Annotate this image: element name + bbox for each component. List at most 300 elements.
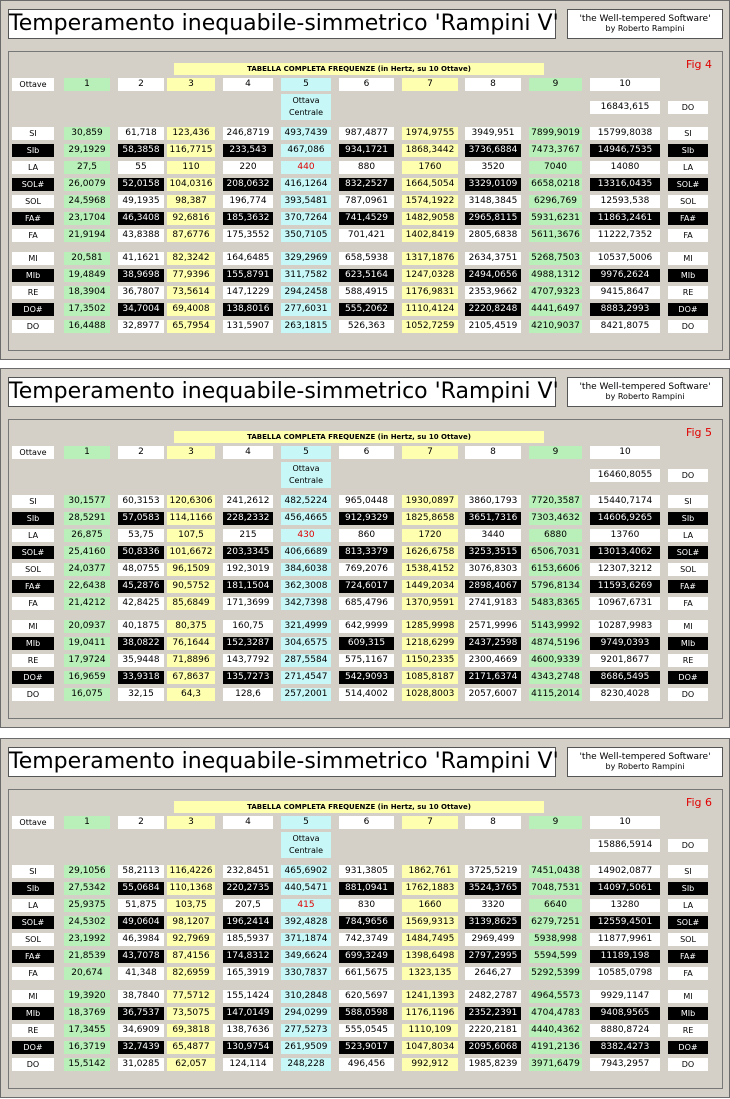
frequency-cell: 430 [281, 529, 331, 542]
frequency-cell: 171,3699 [223, 597, 273, 610]
note-label: DO# [12, 1041, 54, 1054]
frequency-cell: 2352,2391 [465, 1007, 521, 1020]
ottave-header: Ottave [12, 446, 54, 459]
frequency-cell: 19,0411 [64, 637, 110, 650]
frequency-cell: 5931,6231 [529, 212, 582, 225]
frequency-cell: 155,1424 [223, 990, 273, 1003]
frequency-cell: 1538,4152 [402, 563, 458, 576]
ottava-centrale-label [281, 462, 331, 488]
brand-line-1: 'the Well-tempered Software' [579, 382, 711, 392]
ottava-label-line-2: Centrale [288, 846, 324, 855]
frequency-cell: 881,0941 [339, 882, 394, 895]
frequency-cell: 22,6438 [64, 580, 110, 593]
frequency-cell: 11863,2461 [590, 212, 660, 225]
frequency-cell: 16,3719 [64, 1041, 110, 1054]
frequency-cell: 6296,769 [529, 195, 582, 208]
frequency-cell: 41,1621 [118, 252, 164, 265]
frequency-cell: 1985,8239 [465, 1058, 521, 1071]
frequency-cell: 160,75 [223, 620, 273, 633]
frequency-cell: 4707,9323 [529, 286, 582, 299]
frequency-cell: 147,0149 [223, 1007, 273, 1020]
frequency-cell: 277,6031 [281, 303, 331, 316]
frequency-cell: 50,8336 [118, 546, 164, 559]
figure-label: Fig 4 [685, 58, 712, 71]
frequency-cell: 263,1815 [281, 320, 331, 333]
frequency-cell: 53,75 [118, 529, 164, 542]
frequency-cell: 350,7105 [281, 229, 331, 242]
note-label: LA [12, 529, 54, 542]
ottava-label-line-1: Ottava [292, 96, 320, 105]
note-label-right: SOL [668, 563, 708, 576]
note-label-right: FA# [668, 212, 708, 225]
octave-header-10: 10 [590, 816, 660, 829]
frequency-cell: 21,8539 [64, 950, 110, 963]
frequency-cell: 10967,6731 [590, 597, 660, 610]
octave-header-10: 10 [590, 78, 660, 91]
figure-label: Fig 5 [685, 426, 712, 439]
note-label: LA [12, 161, 54, 174]
frequency-cell: 6658,0218 [529, 178, 582, 191]
frequency-cell: 76,1644 [167, 637, 215, 650]
frequency-cell: 5292,5399 [529, 967, 582, 980]
frequency-cell: 3148,3845 [465, 195, 521, 208]
frequency-cell: 9929,1147 [590, 990, 660, 1003]
frequency-cell: 1370,9591 [402, 597, 458, 610]
frequency-cell: 742,3749 [339, 933, 394, 946]
note-label-right: MI [668, 252, 708, 265]
note-label-right: FA# [668, 950, 708, 963]
frequency-cell: 24,5302 [64, 916, 110, 929]
frequency-cell: 58,3858 [118, 144, 164, 157]
frequency-cell: 294,2458 [281, 286, 331, 299]
frequency-cell: 241,2612 [223, 495, 273, 508]
frequency-cell: 287,5584 [281, 654, 331, 667]
note-label-right: FA [668, 597, 708, 610]
note-label-right: MIb [668, 269, 708, 282]
brand-line-1: 'the Well-tempered Software' [579, 752, 711, 762]
frequency-cell: 934,1721 [339, 144, 394, 157]
octave-header-4: 4 [223, 78, 273, 91]
frequency-cell: 196,774 [223, 195, 273, 208]
brand-box [567, 377, 723, 407]
frequency-cell: 2571,9996 [465, 620, 521, 633]
octave-header-3: 3 [167, 816, 215, 829]
frequency-cell: 1402,8419 [402, 229, 458, 242]
frequency-cell: 17,9724 [64, 654, 110, 667]
top-note-label: DO [668, 101, 708, 114]
frequency-cell: 8230,4028 [590, 688, 660, 701]
frequency-cell: 228,2332 [223, 512, 273, 525]
octave-header-5: 5 [281, 816, 331, 829]
freq-panel [0, 0, 730, 360]
frequency-cell: 26,875 [64, 529, 110, 542]
note-label: DO [12, 688, 54, 701]
frequency-cell: 1398,6498 [402, 950, 458, 963]
frequency-cell: 294,0299 [281, 1007, 331, 1020]
frequency-cell: 3253,3515 [465, 546, 521, 559]
frequency-cell: 24,5968 [64, 195, 110, 208]
frequency-cell: 514,4002 [339, 688, 394, 701]
frequency-cell: 11877,9961 [590, 933, 660, 946]
frequency-cell: 542,9093 [339, 671, 394, 684]
frequency-cell: 832,2527 [339, 178, 394, 191]
frequency-cell: 51,875 [118, 899, 164, 912]
frequency-cell: 2220,8248 [465, 303, 521, 316]
frequency-cell: 232,8451 [223, 865, 273, 878]
top-frequency: 15886,5914 [590, 839, 660, 852]
frequency-cell: 1247,0328 [402, 269, 458, 282]
octave-header-9: 9 [529, 78, 582, 91]
frequency-cell: 101,6672 [167, 546, 215, 559]
frequency-cell: 3971,6479 [529, 1058, 582, 1071]
note-label-right: DO [668, 688, 708, 701]
frequency-cell: 103,75 [167, 899, 215, 912]
frequency-cell: 1626,6758 [402, 546, 458, 559]
frequency-cell: 43,7078 [118, 950, 164, 963]
frequency-cell: 1218,6299 [402, 637, 458, 650]
frequency-cell: 330,7837 [281, 967, 331, 980]
frequency-cell: 8883,2993 [590, 303, 660, 316]
frequency-cell: 2482,2787 [465, 990, 521, 1003]
figure-label: Fig 6 [685, 796, 712, 809]
note-label: SIb [12, 512, 54, 525]
frequency-cell: 4210,9037 [529, 320, 582, 333]
note-label: RE [12, 286, 54, 299]
frequency-cell: 8421,8075 [590, 320, 660, 333]
frequency-cell: 60,3153 [118, 495, 164, 508]
frequency-cell: 36,7537 [118, 1007, 164, 1020]
ottava-centrale-label [281, 94, 331, 120]
frequency-cell: 18,3769 [64, 1007, 110, 1020]
frequency-cell: 98,387 [167, 195, 215, 208]
frequency-cell: 16,9659 [64, 671, 110, 684]
frequency-table [8, 789, 723, 1089]
frequency-cell: 2300,4669 [465, 654, 521, 667]
frequency-cell: 2220,2181 [465, 1024, 521, 1037]
frequency-cell: 588,0598 [339, 1007, 394, 1020]
frequency-cell: 3725,5219 [465, 865, 521, 878]
panel-title: Temperamento inequabile-simmetrico 'Rampini V' [8, 9, 556, 39]
frequency-cell: 2171,6374 [465, 671, 521, 684]
frequency-cell: 9408,9565 [590, 1007, 660, 1020]
frequency-cell: 523,9017 [339, 1041, 394, 1054]
frequency-cell: 21,9194 [64, 229, 110, 242]
frequency-cell: 114,1166 [167, 512, 215, 525]
frequency-cell: 42,8425 [118, 597, 164, 610]
frequency-cell: 87,4156 [167, 950, 215, 963]
note-label: SOL [12, 563, 54, 576]
frequency-cell: 5143,9992 [529, 620, 582, 633]
frequency-cell: 741,4529 [339, 212, 394, 225]
octave-header-1: 1 [64, 816, 110, 829]
frequency-cell: 20,581 [64, 252, 110, 265]
frequency-cell: 7899,9019 [529, 127, 582, 140]
frequency-cell: 321,4999 [281, 620, 331, 633]
frequency-cell: 77,5712 [167, 990, 215, 1003]
frequency-cell: 152,3287 [223, 637, 273, 650]
frequency-cell: 61,718 [118, 127, 164, 140]
frequency-cell: 1974,9755 [402, 127, 458, 140]
frequency-cell: 6880 [529, 529, 582, 542]
note-label-right: RE [668, 286, 708, 299]
frequency-cell: 384,6038 [281, 563, 331, 576]
note-label-right: MIb [668, 1007, 708, 1020]
panel-title: Temperamento inequabile-simmetrico 'Rampini V' [8, 747, 556, 777]
frequency-cell: 17,3502 [64, 303, 110, 316]
frequency-cell: 65,7954 [167, 320, 215, 333]
frequency-cell: 620,5697 [339, 990, 394, 1003]
frequency-cell: 931,3805 [339, 865, 394, 878]
frequency-cell: 116,7715 [167, 144, 215, 157]
note-label-right: MI [668, 620, 708, 633]
frequency-cell: 1241,1393 [402, 990, 458, 1003]
frequency-cell: 67,8637 [167, 671, 215, 684]
frequency-cell: 830 [339, 899, 394, 912]
frequency-cell: 1574,1922 [402, 195, 458, 208]
frequency-cell: 73,5614 [167, 286, 215, 299]
frequency-cell: 24,0377 [64, 563, 110, 576]
note-label: MI [12, 252, 54, 265]
note-label: FA# [12, 950, 54, 963]
frequency-cell: 467,086 [281, 144, 331, 157]
frequency-cell: 96,1509 [167, 563, 215, 576]
frequency-cell: 128,6 [223, 688, 273, 701]
frequency-cell: 35,9448 [118, 654, 164, 667]
frequency-cell: 1176,1196 [402, 1007, 458, 1020]
frequency-cell: 69,3818 [167, 1024, 215, 1037]
frequency-cell: 440 [281, 161, 331, 174]
octave-header-9: 9 [529, 816, 582, 829]
frequency-cell: 120,6306 [167, 495, 215, 508]
frequency-cell: 2797,2995 [465, 950, 521, 963]
note-label-right: MIb [668, 637, 708, 650]
frequency-cell: 992,912 [402, 1058, 458, 1071]
frequency-cell: 912,9329 [339, 512, 394, 525]
frequency-cell: 1110,4124 [402, 303, 458, 316]
note-label-right: FA# [668, 580, 708, 593]
frequency-cell: 174,8312 [223, 950, 273, 963]
note-label: DO [12, 320, 54, 333]
ottave-header: Ottave [12, 78, 54, 91]
frequency-cell: 482,5224 [281, 495, 331, 508]
frequency-cell: 2805,6838 [465, 229, 521, 242]
frequency-cell: 20,674 [64, 967, 110, 980]
note-label: MIb [12, 1007, 54, 1020]
frequency-cell: 1052,7259 [402, 320, 458, 333]
frequency-cell: 143,7792 [223, 654, 273, 667]
frequency-cell: 8686,5495 [590, 671, 660, 684]
table-heading: TABELLA COMPLETA FREQUENZE (in Hertz, su 10 Ottave) [174, 63, 544, 75]
frequency-cell: 5796,8134 [529, 580, 582, 593]
octave-header-2: 2 [118, 816, 164, 829]
frequency-cell: 30,1577 [64, 495, 110, 508]
note-label-right: RE [668, 1024, 708, 1037]
brand-box [567, 747, 723, 777]
note-label: SOL# [12, 178, 54, 191]
frequency-cell: 685,4796 [339, 597, 394, 610]
note-label: DO [12, 1058, 54, 1071]
frequency-cell: 1660 [402, 899, 458, 912]
note-label-right: SI [668, 495, 708, 508]
octave-header-8: 8 [465, 816, 521, 829]
note-label-right: LA [668, 529, 708, 542]
frequency-cell: 19,3920 [64, 990, 110, 1003]
note-label: SOL# [12, 916, 54, 929]
frequency-cell: 13013,4062 [590, 546, 660, 559]
note-label-right: DO# [668, 303, 708, 316]
frequency-cell: 49,1935 [118, 195, 164, 208]
frequency-cell: 1664,5054 [402, 178, 458, 191]
frequency-cell: 2898,4067 [465, 580, 521, 593]
frequency-cell: 15799,8038 [590, 127, 660, 140]
frequency-cell: 342,7398 [281, 597, 331, 610]
frequency-cell: 77,9396 [167, 269, 215, 282]
panel-title: Temperamento inequabile-simmetrico 'Rampini V' [8, 377, 556, 407]
frequency-cell: 220 [223, 161, 273, 174]
note-label: SOL [12, 195, 54, 208]
frequency-cell: 32,8977 [118, 320, 164, 333]
octave-header-8: 8 [465, 78, 521, 91]
frequency-cell: 415 [281, 899, 331, 912]
frequency-cell: 12559,4501 [590, 916, 660, 929]
frequency-cell: 16,075 [64, 688, 110, 701]
frequency-cell: 1176,9831 [402, 286, 458, 299]
frequency-cell: 31,0285 [118, 1058, 164, 1071]
frequency-cell: 13280 [590, 899, 660, 912]
frequency-cell: 2634,3751 [465, 252, 521, 265]
frequency-cell: 3860,1793 [465, 495, 521, 508]
frequency-cell: 724,6017 [339, 580, 394, 593]
frequency-cell: 1028,8003 [402, 688, 458, 701]
frequency-cell: 1047,8034 [402, 1041, 458, 1054]
frequency-cell: 25,9375 [64, 899, 110, 912]
ottava-label-line-2: Centrale [288, 476, 324, 485]
note-label: FA# [12, 212, 54, 225]
frequency-cell: 7303,4632 [529, 512, 582, 525]
frequency-table [8, 51, 723, 351]
frequency-cell: 246,8719 [223, 127, 273, 140]
frequency-cell: 165,3919 [223, 967, 273, 980]
frequency-cell: 1720 [402, 529, 458, 542]
frequency-cell: 2105,4519 [465, 320, 521, 333]
frequency-cell: 9976,2624 [590, 269, 660, 282]
frequency-cell: 28,5291 [64, 512, 110, 525]
frequency-cell: 4704,4783 [529, 1007, 582, 1020]
frequency-cell: 82,3242 [167, 252, 215, 265]
frequency-cell: 233,543 [223, 144, 273, 157]
frequency-cell: 26,0079 [64, 178, 110, 191]
frequency-cell: 965,0448 [339, 495, 394, 508]
frequency-cell: 860 [339, 529, 394, 542]
frequency-cell: 257,2001 [281, 688, 331, 701]
frequency-cell: 32,15 [118, 688, 164, 701]
brand-line-2: by Roberto Rampini [605, 392, 685, 401]
frequency-cell: 769,2076 [339, 563, 394, 576]
frequency-cell: 1868,3442 [402, 144, 458, 157]
frequency-cell: 34,6909 [118, 1024, 164, 1037]
frequency-cell: 43,8388 [118, 229, 164, 242]
frequency-cell: 370,7264 [281, 212, 331, 225]
frequency-cell: 7040 [529, 161, 582, 174]
frequency-cell: 311,7582 [281, 269, 331, 282]
frequency-cell: 6153,6606 [529, 563, 582, 576]
frequency-cell: 661,5675 [339, 967, 394, 980]
frequency-cell: 1569,9313 [402, 916, 458, 929]
frequency-cell: 2494,0656 [465, 269, 521, 282]
frequency-cell: 73,5075 [167, 1007, 215, 1020]
frequency-cell: 4115,2014 [529, 688, 582, 701]
top-note-label: DO [668, 839, 708, 852]
frequency-cell: 87,6776 [167, 229, 215, 242]
frequency-cell: 4874,5196 [529, 637, 582, 650]
octave-header-8: 8 [465, 446, 521, 459]
frequency-cell: 699,3249 [339, 950, 394, 963]
frequency-cell: 623,5164 [339, 269, 394, 282]
frequency-cell: 1762,1883 [402, 882, 458, 895]
note-label-right: SOL# [668, 178, 708, 191]
frequency-cell: 9749,0393 [590, 637, 660, 650]
frequency-cell: 13316,0435 [590, 178, 660, 191]
frequency-cell: 1323,135 [402, 967, 458, 980]
brand-line-1: 'the Well-tempered Software' [579, 14, 711, 24]
frequency-cell: 57,0583 [118, 512, 164, 525]
note-label: SI [12, 495, 54, 508]
frequency-cell: 4441,6497 [529, 303, 582, 316]
frequency-cell: 85,6849 [167, 597, 215, 610]
frequency-cell: 29,1929 [64, 144, 110, 157]
brand-box [567, 9, 723, 39]
frequency-cell: 555,0545 [339, 1024, 394, 1037]
frequency-cell: 192,3019 [223, 563, 273, 576]
frequency-cell: 17,3455 [64, 1024, 110, 1037]
top-frequency: 16460,8055 [590, 469, 660, 482]
frequency-cell: 130,9754 [223, 1041, 273, 1054]
frequency-cell: 23,1992 [64, 933, 110, 946]
frequency-cell: 18,3904 [64, 286, 110, 299]
frequency-cell: 701,421 [339, 229, 394, 242]
frequency-cell: 40,1875 [118, 620, 164, 633]
note-label-right: RE [668, 654, 708, 667]
frequency-cell: 14606,9265 [590, 512, 660, 525]
octave-header-3: 3 [167, 78, 215, 91]
frequency-cell: 38,9698 [118, 269, 164, 282]
frequency-cell: 13760 [590, 529, 660, 542]
frequency-cell: 642,9999 [339, 620, 394, 633]
note-label-right: DO [668, 320, 708, 333]
note-label-right: SIb [668, 512, 708, 525]
frequency-cell: 33,9318 [118, 671, 164, 684]
freq-panel [0, 368, 730, 728]
note-label: RE [12, 1024, 54, 1037]
frequency-cell: 3440 [465, 529, 521, 542]
frequency-cell: 11222,7352 [590, 229, 660, 242]
frequency-cell: 20,0937 [64, 620, 110, 633]
frequency-cell: 131,5907 [223, 320, 273, 333]
frequency-cell: 116,4226 [167, 865, 215, 878]
frequency-cell: 1085,8187 [402, 671, 458, 684]
frequency-cell: 456,4665 [281, 512, 331, 525]
note-label: DO# [12, 671, 54, 684]
frequency-cell: 55,0684 [118, 882, 164, 895]
frequency-cell: 2741,9183 [465, 597, 521, 610]
frequency-cell: 440,5471 [281, 882, 331, 895]
frequency-cell: 175,3552 [223, 229, 273, 242]
note-label-right: SI [668, 127, 708, 140]
frequency-cell: 25,4160 [64, 546, 110, 559]
frequency-cell: 787,0961 [339, 195, 394, 208]
frequency-cell: 813,3379 [339, 546, 394, 559]
frequency-cell: 3076,8303 [465, 563, 521, 576]
